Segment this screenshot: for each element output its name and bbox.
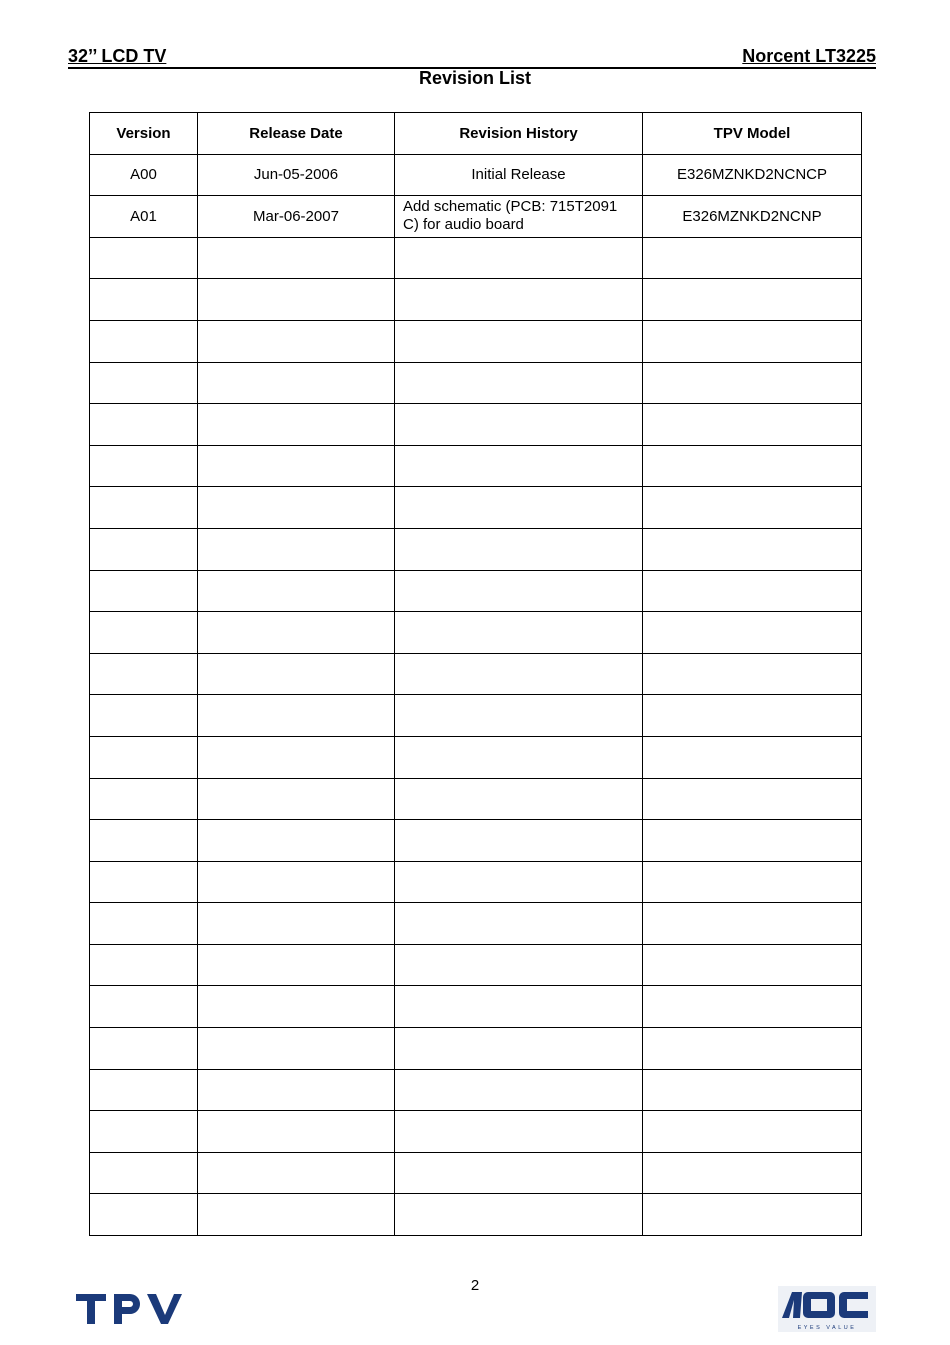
empty-cell — [395, 237, 643, 279]
table-row-empty — [90, 820, 862, 862]
empty-cell — [198, 820, 395, 862]
table-row-empty — [90, 1152, 862, 1194]
empty-cell — [643, 1028, 862, 1070]
empty-cell — [643, 404, 862, 446]
empty-cell — [198, 528, 395, 570]
cell-version: A01 — [90, 196, 198, 238]
empty-cell — [643, 903, 862, 945]
empty-cell — [643, 279, 862, 321]
empty-cell — [90, 487, 198, 529]
empty-cell — [395, 487, 643, 529]
empty-cell — [90, 528, 198, 570]
empty-cell — [395, 1028, 643, 1070]
empty-cell — [90, 237, 198, 279]
empty-cell — [643, 653, 862, 695]
empty-cell — [395, 404, 643, 446]
empty-cell — [90, 362, 198, 404]
empty-cell — [395, 944, 643, 986]
empty-cell — [395, 986, 643, 1028]
empty-cell — [198, 944, 395, 986]
empty-cell — [90, 736, 198, 778]
table-row-empty — [90, 736, 862, 778]
table-row — [90, 154, 862, 196]
empty-cell — [395, 861, 643, 903]
empty-cell — [643, 944, 862, 986]
empty-cell — [643, 320, 862, 362]
empty-cell — [643, 736, 862, 778]
empty-cell — [90, 653, 198, 695]
empty-cell — [90, 986, 198, 1028]
empty-cell — [643, 445, 862, 487]
empty-cell — [643, 237, 862, 279]
empty-cell — [90, 1028, 198, 1070]
empty-cell — [198, 362, 395, 404]
empty-cell — [198, 986, 395, 1028]
table-row-empty — [90, 404, 862, 446]
empty-cell — [643, 1069, 862, 1111]
table-row-empty — [90, 986, 862, 1028]
empty-cell — [198, 1111, 395, 1153]
empty-cell — [90, 1069, 198, 1111]
empty-cell — [198, 404, 395, 446]
empty-cell — [643, 612, 862, 654]
empty-cell — [395, 653, 643, 695]
cell-revision-history: Initial Release — [395, 154, 643, 196]
empty-cell — [198, 237, 395, 279]
table-row-empty — [90, 861, 862, 903]
column-header-revision-history: Revision History — [395, 113, 643, 155]
table-header-row — [90, 113, 862, 155]
cell-release-date: Mar-06-2007 — [198, 196, 395, 238]
page-header — [68, 46, 876, 69]
empty-cell — [643, 820, 862, 862]
empty-cell — [395, 279, 643, 321]
column-header-tpv-model: TPV Model — [643, 113, 862, 155]
tpv-logo — [74, 1290, 182, 1328]
empty-cell — [90, 612, 198, 654]
cell-version: A00 — [90, 154, 198, 196]
empty-cell — [198, 1069, 395, 1111]
table-row-empty — [90, 1028, 862, 1070]
empty-cell — [643, 986, 862, 1028]
table-row-empty — [90, 570, 862, 612]
empty-cell — [395, 362, 643, 404]
empty-cell — [90, 944, 198, 986]
empty-cell — [198, 570, 395, 612]
table-row — [90, 196, 862, 238]
empty-cell — [395, 778, 643, 820]
empty-cell — [198, 612, 395, 654]
empty-cell — [198, 861, 395, 903]
table-row-empty — [90, 279, 862, 321]
empty-cell — [198, 695, 395, 737]
empty-cell — [198, 445, 395, 487]
cell-release-date: Jun-05-2006 — [198, 154, 395, 196]
empty-cell — [395, 695, 643, 737]
table-row-empty — [90, 528, 862, 570]
table-row-empty — [90, 1111, 862, 1153]
table-row-empty — [90, 695, 862, 737]
empty-cell — [90, 445, 198, 487]
empty-cell — [643, 528, 862, 570]
table-row-empty — [90, 612, 862, 654]
empty-cell — [90, 778, 198, 820]
empty-cell — [198, 778, 395, 820]
empty-cell — [90, 1111, 198, 1153]
table-row-empty — [90, 487, 862, 529]
empty-cell — [643, 1111, 862, 1153]
empty-cell — [90, 695, 198, 737]
empty-cell — [90, 570, 198, 612]
revision-table — [89, 112, 862, 1236]
empty-cell — [395, 570, 643, 612]
empty-cell — [643, 570, 862, 612]
column-header-release-date: Release Date — [198, 113, 395, 155]
empty-cell — [198, 1152, 395, 1194]
empty-cell — [395, 820, 643, 862]
aoc-tagline: EYES VALUE — [797, 1325, 857, 1331]
table-row-empty — [90, 653, 862, 695]
empty-cell — [198, 1194, 395, 1236]
empty-cell — [643, 1194, 862, 1236]
cell-tpv-model: E326MZNKD2NCNP — [643, 196, 862, 238]
empty-cell — [198, 487, 395, 529]
empty-cell — [198, 653, 395, 695]
table-row-empty — [90, 237, 862, 279]
empty-cell — [90, 861, 198, 903]
empty-cell — [90, 1194, 198, 1236]
table-row-empty — [90, 903, 862, 945]
empty-cell — [395, 903, 643, 945]
header-model: Norcent LT3225 — [742, 46, 876, 66]
empty-cell — [395, 320, 643, 362]
table-row-empty — [90, 944, 862, 986]
empty-cell — [198, 1028, 395, 1070]
empty-cell — [643, 487, 862, 529]
empty-cell — [643, 778, 862, 820]
table-row-empty — [90, 1069, 862, 1111]
table-row-empty — [90, 1194, 862, 1236]
table-row-empty — [90, 778, 862, 820]
empty-cell — [643, 362, 862, 404]
empty-cell — [90, 903, 198, 945]
empty-cell — [395, 1152, 643, 1194]
cell-tpv-model: E326MZNKD2NCNCP — [643, 154, 862, 196]
aoc-logo — [778, 1286, 876, 1332]
empty-cell — [198, 736, 395, 778]
empty-cell — [643, 1152, 862, 1194]
empty-cell — [395, 612, 643, 654]
empty-cell — [395, 736, 643, 778]
table-row-empty — [90, 320, 862, 362]
table-row-empty — [90, 445, 862, 487]
page-title: Revision List — [418, 68, 532, 88]
empty-cell — [90, 404, 198, 446]
empty-cell — [90, 1152, 198, 1194]
empty-cell — [90, 320, 198, 362]
empty-cell — [198, 279, 395, 321]
column-header-version: Version — [90, 113, 198, 155]
page-number: 2 — [470, 1277, 480, 1294]
empty-cell — [90, 279, 198, 321]
empty-cell — [198, 903, 395, 945]
empty-cell — [395, 1069, 643, 1111]
table-row-empty — [90, 362, 862, 404]
empty-cell — [395, 1194, 643, 1236]
empty-cell — [395, 445, 643, 487]
empty-cell — [643, 861, 862, 903]
empty-cell — [643, 695, 862, 737]
cell-revision-history: Add schematic (PCB: 715T2091 C) for audio board — [395, 196, 643, 238]
empty-cell — [90, 820, 198, 862]
empty-cell — [198, 320, 395, 362]
empty-cell — [395, 1111, 643, 1153]
header-product: 32’’ LCD TV — [68, 46, 167, 66]
empty-cell — [395, 528, 643, 570]
